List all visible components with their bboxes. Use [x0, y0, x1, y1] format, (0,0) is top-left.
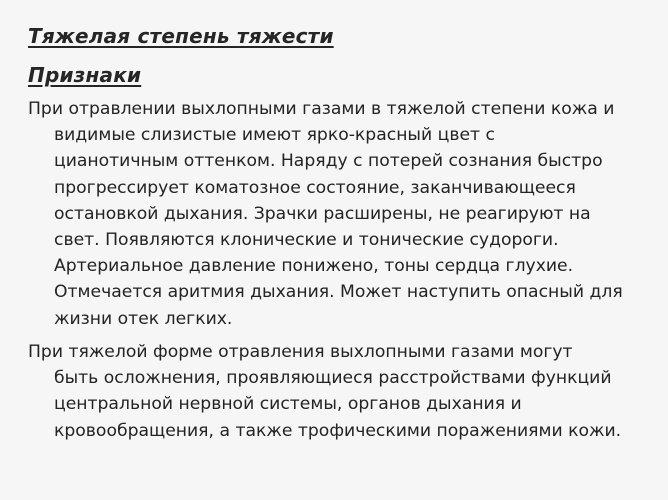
- paragraph-line: При тяжелой форме отравления выхлопными газами могут: [28, 342, 573, 362]
- paragraph-2: [28, 339, 648, 444]
- paragraph-line: видимые слизистые имеют ярко-красный цвет с: [54, 125, 495, 146]
- paragraph-line: свет. Появляются клонические и тонические судороги.: [54, 230, 559, 251]
- paragraph-line: Отмечается аритмия дыхания. Может наступить опасный для: [54, 282, 623, 303]
- paragraph-line: центральной нервной системы, органов дыхания и: [54, 394, 522, 415]
- page-title: Тяжелая степень тяжести: [28, 24, 334, 48]
- paragraph-line: быть осложнения, проявляющиеся расстройствами функций: [54, 368, 612, 389]
- paragraph-line: остановкой дыхания. Зрачки расширены, не реагируют на: [54, 203, 591, 224]
- paragraph-line: кровообращения, а также трофическими поражениями кожи.: [54, 420, 622, 441]
- paragraph-line: цианотичным оттенком. Наряду с потерей сознания быстро: [54, 151, 603, 172]
- paragraph-1: [28, 96, 648, 332]
- paragraph-line: Артериальное давление понижено, тоны сердца глухие.: [54, 256, 574, 277]
- paragraph-line: прогрессирует коматозное состояние, заканчивающееся: [54, 177, 576, 198]
- section-subtitle: Признаки: [28, 63, 142, 87]
- paragraph-line: При отравлении выхлопными газами в тяжелой степени кожа и: [28, 99, 615, 119]
- paragraph-line: жизни отек легких.: [54, 308, 233, 329]
